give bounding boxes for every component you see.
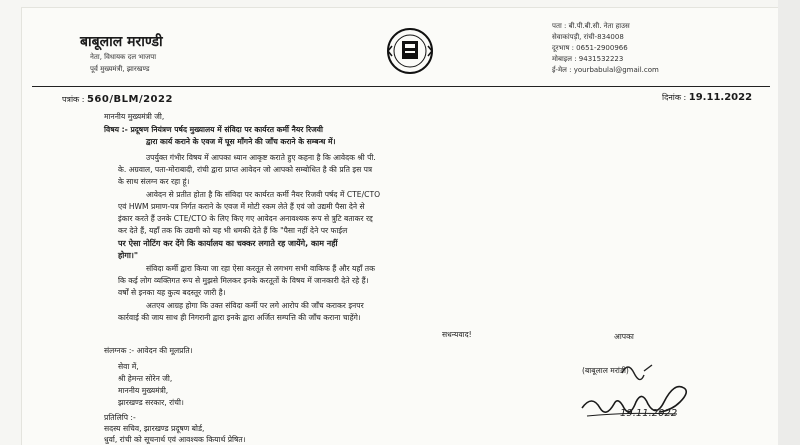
- copy-label: प्रतिलिपि :-: [104, 413, 136, 422]
- signature-date: 19.11.2022: [620, 408, 678, 419]
- body-line: कर देते हैं, यहाँ तक कि उद्यमी को यह भी धमकी देते हैं कि "पैसा नहीं देने पर फाईल: [118, 226, 348, 235]
- header-divider: [32, 86, 770, 87]
- closing: सधन्यवाद!: [442, 330, 472, 339]
- body-line: कार्रवाई की जाय साथ ही निगरानी द्वारा इनके द्वारा अर्जित सम्पत्ति की जाँच कराना चाहेंगे।: [118, 313, 361, 322]
- ref-value: 560/BLM/2022: [86, 94, 173, 105]
- date-label: दिनांक :: [662, 93, 687, 102]
- date-value: 19.11.2022: [688, 92, 753, 103]
- emblem-seal-icon: [378, 26, 442, 76]
- reference-number: [62, 94, 173, 105]
- signatory-name: (बाबूलाल मरांडी): [582, 366, 629, 375]
- yours: आपका: [614, 332, 634, 341]
- contact-address: पता : बी.पी.बी.सी. नेता हाउस: [552, 22, 630, 30]
- body-line: उपर्युक्त गंभीर विषय में आपका ध्यान आकृष्ट कराते हुए कहना है कि आवेदक श्री पी.: [146, 153, 376, 162]
- body-line-quote: पर ऐसा नोटिंग कर देंगे कि कार्यालय का चक्कर लगाते रह जायेंगे, काम नहीं: [118, 239, 338, 248]
- body-line-quote: होगा।": [118, 251, 139, 260]
- copy-line: धुर्वा, रांची को सूचनार्थ एवं आवश्यक कियार्थ प्रेषित।: [104, 435, 246, 444]
- copy-line: सदस्य सचिव, झारखण्ड प्रदूषण बोर्ड,: [104, 424, 205, 433]
- letter-page: [22, 8, 780, 445]
- contact-mobile: मोबाइल : 9431532223: [552, 55, 624, 63]
- enclosure: संलग्नक :- आवेदन की मूलप्रति।: [104, 346, 193, 355]
- salutation: माननीय मुख्यमंत्री जी,: [104, 112, 165, 121]
- contact-address2: सेवाकांपड़ी, रांची-834008: [552, 33, 624, 41]
- body-line: एवं HWM प्रमाण-पत्र निर्गत कराने के एवज में मोटी रकम लेते हैं एवं जो उद्यमी पैसा देने से: [118, 202, 365, 211]
- to-line: सेवा में,: [118, 362, 139, 371]
- contact-email: ई-मेल : yourbabulal@gmail.com: [552, 66, 659, 74]
- body-line: संविदा कर्मी द्वारा किया जा रहा ऐसा करतूत से लगभग सभी वाकिफ हैं और यहाँ तक: [146, 264, 375, 273]
- body-line: अतएव आग्रह होगा कि उक्त संविदा कर्मी पर लगे आरोप की जाँच कराकर इनपर: [146, 301, 364, 310]
- body-line: के साथ संलग्न कर रहा हूं।: [118, 177, 190, 186]
- ref-label: पत्रांक :: [62, 95, 85, 104]
- letterhead-line2: पूर्व मुख्यमंत्री, झारखण्ड: [90, 65, 150, 73]
- to-line: श्री हेमन्त सोरेन जी,: [118, 374, 173, 383]
- body-line: कि कई लोग व्यक्तिगत रूप से मुझसे मिलकर इनके करतूतों के विषय में जानकारी देते रहे हैं।: [118, 276, 369, 285]
- body-line: वर्षों से इनका यह कुत्य बदस्तूर जारी है।: [118, 288, 226, 297]
- subject-line1: विषय :- प्रदूषण नियंत्रण पर्षद मुख्यालय में संविदा पर कार्यरत कर्मी नैयर रिजवी: [104, 125, 323, 134]
- page-edge: [778, 0, 800, 445]
- subject-line2: द्वारा कार्य कराने के एवज में घूस माँगने की जाँच कराने के सम्बन्ध में।: [146, 137, 336, 146]
- contact-phone: दूरभाष : 0651-2900966: [552, 44, 628, 52]
- letterhead-line1: नेता, विधायक दल भाजपा: [90, 53, 157, 61]
- letterhead-name: बाबूलाल मराण्डी: [80, 34, 163, 50]
- body-line: के. अग्रवाल, पता-मोराबादी, रांची द्वारा प्राप्त आवेदन जो आपको सम्बोधित है की प्रति इस पत्र: [118, 165, 373, 174]
- body-line: इंकार करते हैं उनके CTE/CTO के लिए किए गए आवेदन अनावश्यक रूप से त्रुटि बताकर रद्द: [118, 214, 373, 223]
- body-line: आवेदन से प्रतीत होता है कि संविदा पर कार्यरत कर्मी नैयर रिजवी पर्षद में CTE/CTO: [146, 190, 381, 199]
- to-line: झारखण्ड सरकार, रांची।: [118, 398, 184, 407]
- to-line: माननीय मुख्यमंत्री,: [118, 386, 169, 395]
- letter-date: [662, 92, 752, 103]
